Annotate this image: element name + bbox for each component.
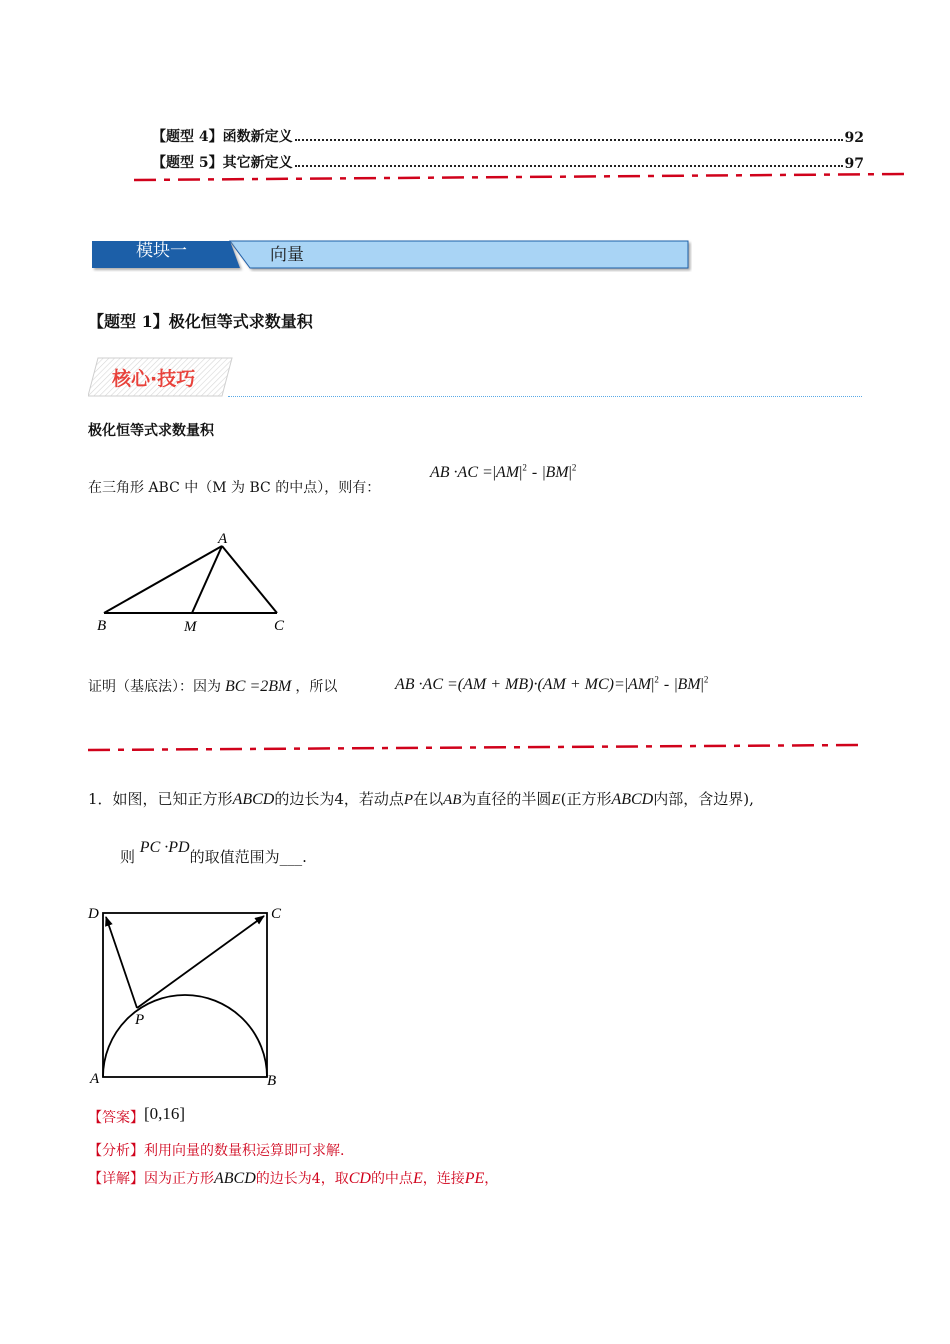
- formula1-bm: BM: [545, 464, 569, 481]
- answer-tag: 【答案】: [88, 1110, 144, 1126]
- proof-line: [88, 676, 337, 696]
- proof-expr: AB ·AC =(AM + MB)·(AM + MC)=: [395, 676, 625, 693]
- answer-line: [88, 1104, 185, 1124]
- answer-blank[interactable]: ___: [279, 848, 303, 866]
- toc-page: 97: [844, 156, 864, 172]
- problem1-line1: [88, 788, 754, 809]
- proof-minus: -: [663, 676, 670, 693]
- label-a: A: [90, 1071, 100, 1087]
- core-badge-text: 核心·技巧: [112, 368, 196, 390]
- problem-ab: AB: [443, 792, 462, 808]
- proof-prefix: 证明（基底法）：因为: [88, 679, 221, 695]
- problem-number: 1．: [88, 790, 113, 808]
- problem-text: (正方形: [560, 790, 612, 808]
- side-ac: [222, 546, 277, 613]
- formula1-sq2: 2: [571, 462, 577, 473]
- toc-leader: [295, 165, 843, 167]
- vector-pc: [137, 916, 264, 1008]
- problem-abcd: ABCD: [611, 791, 654, 808]
- detail-text: 因为正方形: [144, 1171, 214, 1187]
- proof-sq2: 2: [703, 674, 709, 685]
- toc-page: 92: [844, 130, 864, 146]
- formula1-lhs: AB ·AC =: [430, 464, 493, 481]
- detail-tag: 【详解】: [88, 1171, 144, 1187]
- problem-abcd: ABCD: [232, 791, 275, 808]
- label-b: B: [97, 618, 107, 634]
- analysis-line: [88, 1140, 344, 1160]
- detail-pe: PE: [464, 1170, 485, 1187]
- label-b: B: [267, 1073, 277, 1089]
- label-c: C: [271, 906, 282, 922]
- problem-text: 的边长为4，若动点: [274, 790, 404, 808]
- vector-pd: [106, 917, 137, 1008]
- problem-text: .: [302, 848, 307, 866]
- proof-bc: BC =2BM: [225, 678, 292, 695]
- detail-cd: CD: [348, 1170, 371, 1187]
- square-figure: [84, 898, 294, 1093]
- module-tag: 模块一: [136, 241, 187, 261]
- divider-dash-dot: [84, 740, 864, 754]
- label-p: P: [135, 1012, 145, 1028]
- analysis-text: 利用向量的数量积运算即可求解.: [144, 1143, 345, 1159]
- problem-pcpd: PC ·PD: [139, 839, 190, 856]
- detail-text: ，连接: [422, 1171, 465, 1187]
- proof-bm: BM: [677, 676, 701, 693]
- core-badge-row: [88, 356, 868, 400]
- proof-formula: AB $\cdot AC =(AM + MB)\cdot(AM + MC)=|AM|^2 - |BM|^2$: [395, 674, 709, 693]
- formula1-am: AM: [496, 464, 520, 481]
- median-am: [192, 546, 222, 613]
- triangle-figure: [90, 526, 300, 638]
- formula1: AB $\cdot AC =|AM|^2 - |BM|^2$: [430, 462, 577, 481]
- proof-sq1: 2: [654, 674, 659, 685]
- core-badge-underline: [228, 396, 862, 397]
- toc-row-type5[interactable]: [152, 150, 864, 172]
- problem-e: E: [551, 792, 561, 808]
- formula1-sq1: 2: [522, 462, 527, 473]
- label-a: A: [218, 531, 228, 547]
- toc-row-type4[interactable]: [152, 124, 864, 146]
- problem-text: 内部，含边界),: [653, 790, 754, 808]
- module-banner: [90, 238, 692, 272]
- label-m: M: [184, 619, 197, 635]
- side-ab: [104, 546, 222, 613]
- problem-p: P: [403, 792, 414, 808]
- problem-text: 如图，已知正方形: [112, 790, 233, 808]
- detail-e: E: [412, 1170, 423, 1187]
- detail-text: ，: [484, 1171, 499, 1187]
- type1-heading: 【题型 1】极化恒等式求数量积: [88, 312, 313, 331]
- toc-label: 【题型 5】其它新定义: [152, 155, 293, 171]
- problem-text: 则: [120, 848, 136, 866]
- answer-value: [0,16]: [144, 1104, 186, 1123]
- divider-dash-dot: [130, 170, 910, 184]
- problem-text: 为直径的半圆: [461, 790, 552, 808]
- proof-am: AM: [628, 676, 652, 693]
- proof-mid: ，所以: [295, 679, 338, 695]
- tip-line1: 在三角形 ABC 中（M 为 BC 的中点），则有：: [88, 480, 381, 496]
- tip-title: 极化恒等式求数量积: [88, 423, 214, 439]
- label-d: D: [88, 906, 99, 922]
- toc-label: 【题型 4】函数新定义: [152, 129, 293, 145]
- toc-leader: [295, 139, 843, 141]
- problem-text: 在以: [413, 790, 444, 808]
- formula1-minus: -: [531, 464, 538, 481]
- analysis-tag: 【分析】: [88, 1143, 144, 1159]
- detail-text: 的边长为4，取: [255, 1171, 349, 1187]
- semicircle-e: [103, 995, 267, 1077]
- problem-text: 的取值范围为: [189, 848, 280, 866]
- module-title: 向量: [270, 245, 304, 265]
- detail-line: [88, 1168, 498, 1188]
- detail-abcd: ABCD: [214, 1170, 256, 1187]
- detail-text: 的中点: [370, 1171, 413, 1187]
- label-c: C: [274, 618, 285, 634]
- problem1-line2: [120, 839, 307, 867]
